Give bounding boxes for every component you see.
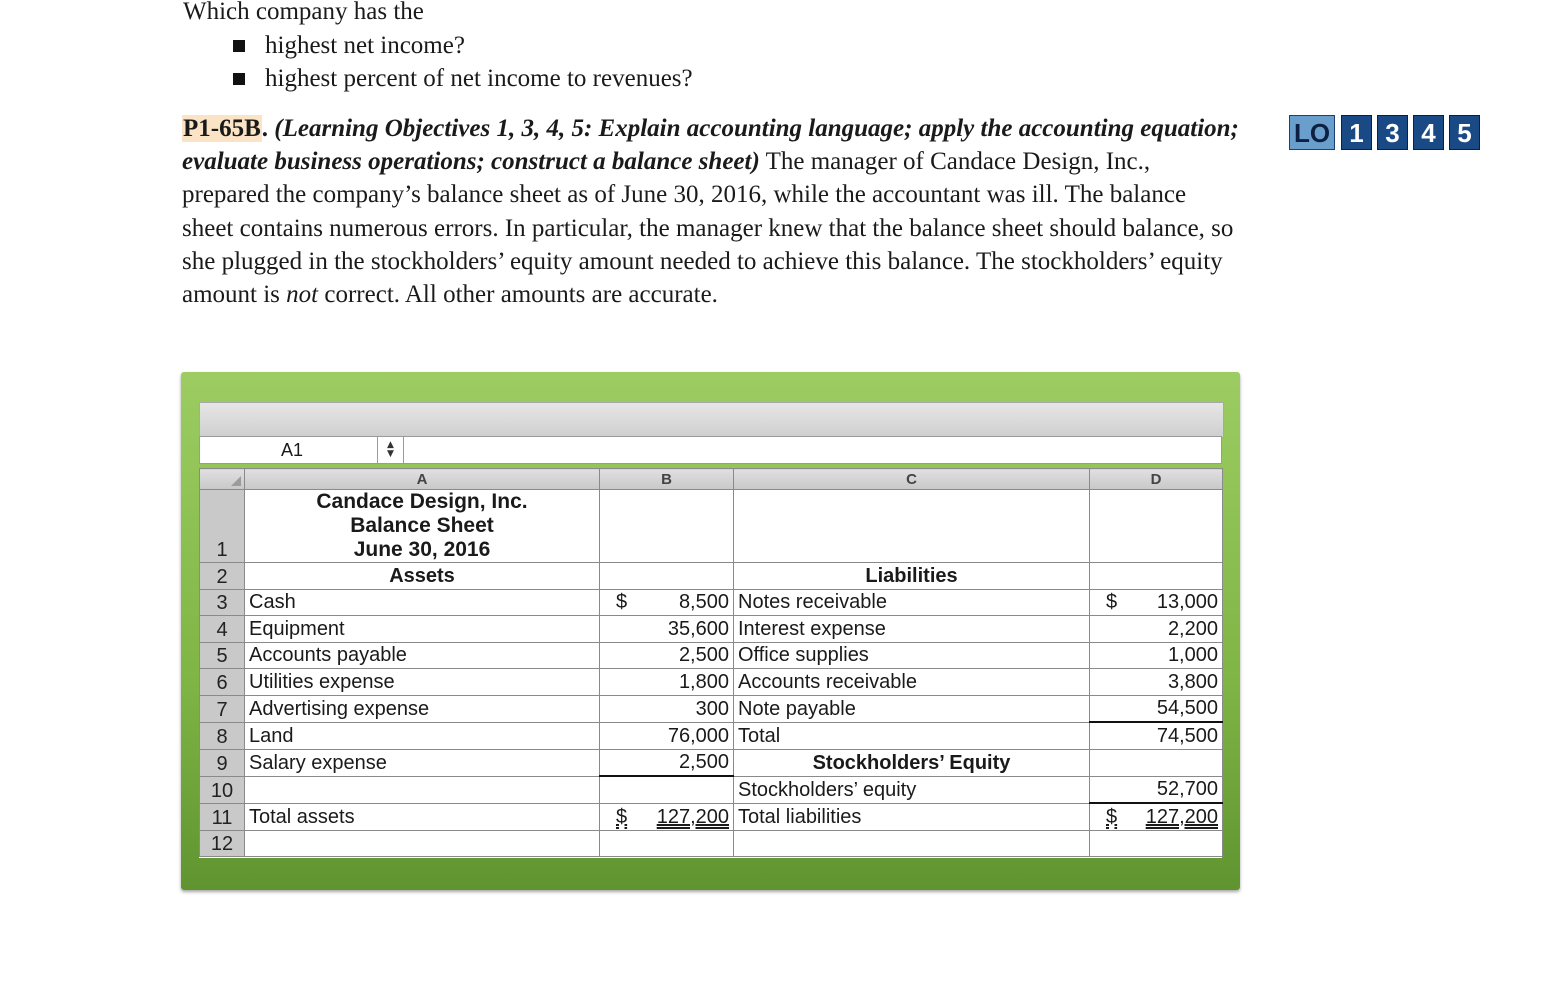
row-number[interactable]: 6 bbox=[200, 669, 245, 696]
equity-label[interactable]: Stockholders’ equity bbox=[734, 776, 1090, 803]
spreadsheet-toolbar bbox=[199, 402, 1224, 438]
row-number[interactable]: 1 bbox=[200, 490, 245, 563]
liability-value[interactable]: 74,500 bbox=[1090, 722, 1223, 749]
column-header-b[interactable]: B bbox=[600, 469, 734, 490]
lo-number: 3 bbox=[1377, 115, 1408, 150]
asset-value[interactable]: 2,500 bbox=[600, 642, 734, 669]
formula-bar bbox=[199, 436, 1222, 464]
bullet-item: highest percent of net income to revenues? bbox=[232, 62, 693, 95]
asset-value[interactable]: 2,500 bbox=[600, 749, 734, 776]
cell[interactable] bbox=[600, 563, 734, 590]
lo-number: 1 bbox=[1341, 115, 1372, 150]
liability-label[interactable]: Office supplies bbox=[734, 642, 1090, 669]
row-number[interactable]: 4 bbox=[200, 616, 245, 643]
row-number[interactable]: 3 bbox=[200, 589, 245, 616]
currency-symbol: $ bbox=[616, 805, 628, 828]
problem-statement: P1-65B. (Learning Objectives 1, 3, 4, 5: Explain accounting language; apply the accounting equation; evaluate business operations; construct a balance sheet) The manager of Candace Design, Inc., prepared the company’s balance sheet as of June 30, 2016, while the accountant was ill. The balance sheet contains numerous errors. In particular, the manager knew that the balance sheet should balance, so she plugged in the stockholders’ equity amount needed to achieve this balance. The stockholders’ equity amount is not correct. All other amounts are accurate. bbox=[182, 115, 1239, 309]
asset-label[interactable]: Salary expense bbox=[245, 749, 600, 776]
liability-value[interactable]: 1,000 bbox=[1090, 642, 1223, 669]
asset-label[interactable]: Accounts payable bbox=[245, 642, 600, 669]
asset-label[interactable]: Equipment bbox=[245, 616, 600, 643]
asset-value[interactable]: 35,600 bbox=[600, 616, 734, 643]
asset-label[interactable]: Land bbox=[245, 722, 600, 749]
cell[interactable] bbox=[245, 776, 600, 803]
bullet-item: highest net income? bbox=[232, 29, 693, 62]
statement-title[interactable] bbox=[245, 490, 600, 563]
liability-value[interactable]: 54,500 bbox=[1090, 695, 1223, 722]
spreadsheet-frame bbox=[181, 372, 1240, 890]
lo-number: 4 bbox=[1413, 115, 1444, 150]
row-number[interactable]: 2 bbox=[200, 563, 245, 590]
learning-objectives: (Learning Objectives 1, 3, 4, 5: Explain accounting language; apply the accounting equation; evaluate business operations; construct a balance sheet) bbox=[182, 115, 1239, 176]
select-all-corner[interactable] bbox=[200, 469, 245, 490]
row-number[interactable]: 7 bbox=[200, 695, 245, 722]
statement-name: Balance Sheet bbox=[350, 514, 494, 537]
asset-label[interactable]: Cash bbox=[245, 589, 600, 616]
problem-emphasis: not bbox=[286, 281, 319, 309]
liability-value[interactable]: 3,800 bbox=[1090, 669, 1223, 696]
liability-label[interactable]: Notes receivable bbox=[734, 589, 1090, 616]
question-bullets bbox=[232, 29, 693, 95]
asset-value[interactable]: 76,000 bbox=[600, 722, 734, 749]
column-header-c[interactable]: C bbox=[734, 469, 1090, 490]
asset-amount: 8,500 bbox=[678, 591, 729, 614]
problem-text-2: correct. All other amounts are accurate. bbox=[318, 281, 718, 309]
total-assets-value[interactable] bbox=[600, 803, 734, 830]
problem-id: P1-65B bbox=[183, 115, 261, 142]
total-liabilities-amount: 127,200 bbox=[1145, 805, 1218, 828]
liability-label[interactable]: Note payable bbox=[734, 695, 1090, 722]
column-header-d[interactable]: D bbox=[1090, 469, 1223, 490]
cell[interactable] bbox=[600, 490, 734, 563]
balance-sheet-table bbox=[199, 468, 1223, 857]
asset-value[interactable]: 1,800 bbox=[600, 669, 734, 696]
problem-text-1: The manager of Candace Design, Inc., prepared the company’s balance sheet as of June 30, 2016, while the accountant was ill. The balance sheet contains numerous errors. In particular, the manager knew that the balance sheet should balance, so she plugged in the stockholders’ equity amount needed to achieve this balance. The stockholders’ equity amount is bbox=[182, 148, 1234, 309]
name-box-stepper-icon[interactable]: ▲ ▼ bbox=[378, 437, 404, 463]
liability-value[interactable] bbox=[1090, 589, 1223, 616]
total-assets-amount: 127,200 bbox=[656, 805, 729, 828]
row-number[interactable]: 11 bbox=[200, 803, 245, 830]
asset-label[interactable]: Utilities expense bbox=[245, 669, 600, 696]
currency-symbol: $ bbox=[1106, 805, 1118, 828]
cell[interactable] bbox=[600, 830, 734, 857]
name-box[interactable]: A1 bbox=[200, 437, 378, 463]
cell[interactable] bbox=[1090, 490, 1223, 563]
intro-question: Which company has the bbox=[183, 0, 424, 25]
currency-symbol: $ bbox=[1106, 591, 1118, 614]
total-liabilities-label[interactable]: Total liabilities bbox=[734, 803, 1090, 830]
currency-symbol: $ bbox=[616, 591, 628, 614]
cell[interactable] bbox=[1090, 749, 1223, 776]
lo-number: 5 bbox=[1449, 115, 1480, 150]
asset-value[interactable]: 300 bbox=[600, 695, 734, 722]
cell[interactable] bbox=[600, 776, 734, 803]
liabilities-header[interactable]: Liabilities bbox=[734, 563, 1090, 590]
asset-value[interactable] bbox=[600, 589, 734, 616]
cell[interactable] bbox=[245, 830, 600, 857]
assets-header[interactable]: Assets bbox=[245, 563, 600, 590]
liability-amount: 13,000 bbox=[1156, 591, 1218, 614]
liability-label[interactable]: Interest expense bbox=[734, 616, 1090, 643]
row-number[interactable]: 12 bbox=[200, 830, 245, 857]
row-number[interactable]: 10 bbox=[200, 776, 245, 803]
spreadsheet-grid bbox=[199, 468, 1222, 858]
column-header-a[interactable]: A bbox=[245, 469, 600, 490]
total-assets-label[interactable]: Total assets bbox=[245, 803, 600, 830]
cell[interactable] bbox=[1090, 563, 1223, 590]
equity-header[interactable]: Stockholders’ Equity bbox=[734, 749, 1090, 776]
liability-value[interactable]: 2,200 bbox=[1090, 616, 1223, 643]
row-number[interactable]: 5 bbox=[200, 642, 245, 669]
company-name: Candace Design, Inc. bbox=[316, 490, 528, 513]
lo-label: LO bbox=[1289, 115, 1335, 150]
row-number[interactable]: 8 bbox=[200, 722, 245, 749]
asset-label[interactable]: Advertising expense bbox=[245, 695, 600, 722]
liability-label[interactable]: Accounts receivable bbox=[734, 669, 1090, 696]
cell[interactable] bbox=[1090, 830, 1223, 857]
liability-label[interactable]: Total bbox=[734, 722, 1090, 749]
total-liabilities-value[interactable] bbox=[1090, 803, 1223, 830]
cell[interactable] bbox=[734, 830, 1090, 857]
cell[interactable] bbox=[734, 490, 1090, 563]
statement-date: June 30, 2016 bbox=[353, 538, 491, 561]
equity-value[interactable]: 52,700 bbox=[1090, 776, 1223, 803]
row-number[interactable]: 9 bbox=[200, 749, 245, 776]
